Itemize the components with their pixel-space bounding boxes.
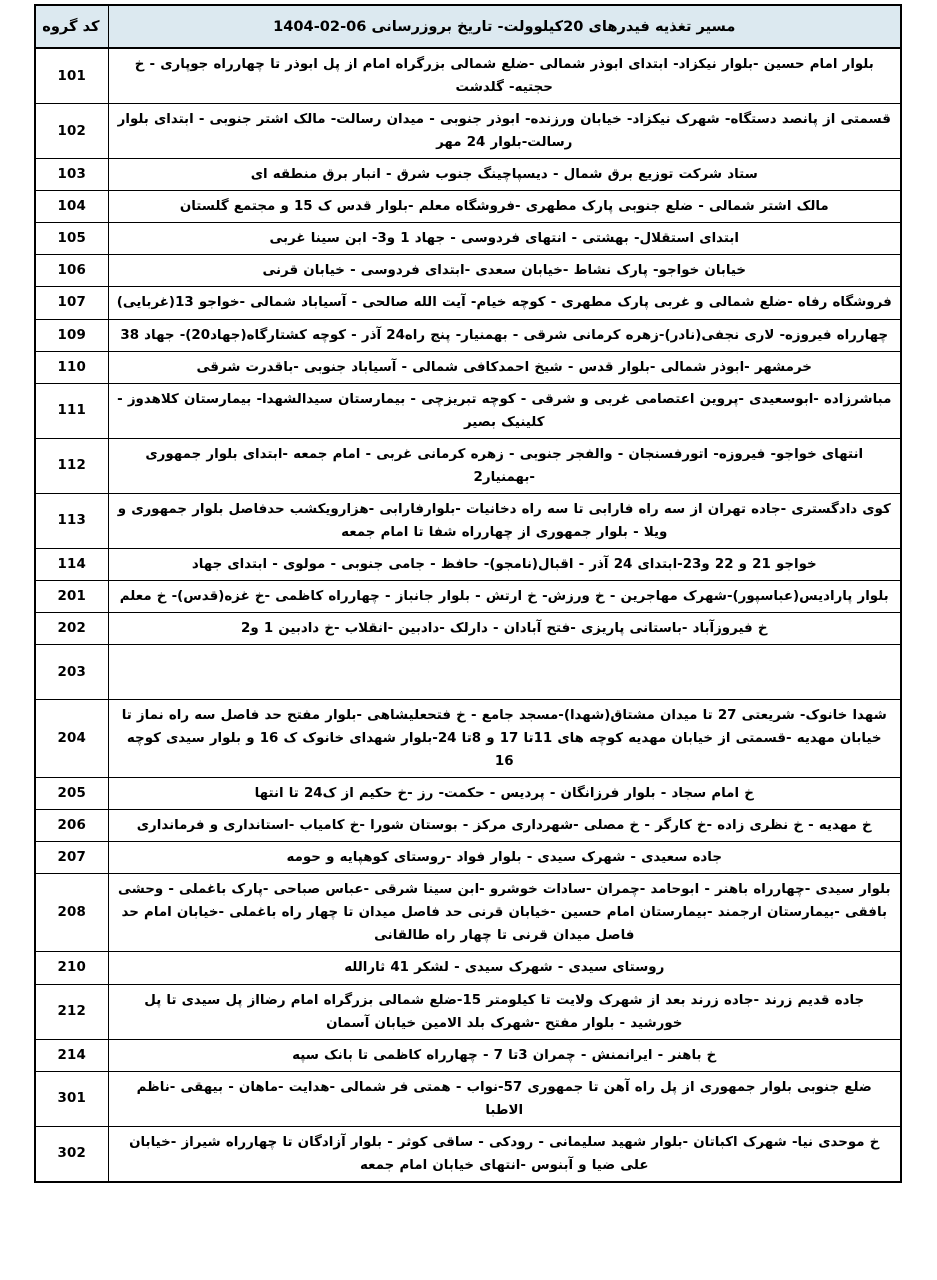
- table-row: [35, 548, 901, 580]
- table-row: [35, 1039, 901, 1071]
- cell-group-code: 301: [35, 1071, 108, 1126]
- cell-route: جاده سعیدی - شهرک سیدی - بلوار فواد -روستای کوهپایه و حومه: [108, 842, 901, 874]
- cell-route: چهارراه فیروزه- لاری نجفی(نادر)-زهره کرمانی شرقی - بهمنیار- پنج راه24 آذر - کوچه کشتارگاه(جهاد20)- جهاد 38: [108, 319, 901, 351]
- cell-route: بلوار سیدی -چهارراه باهنر - ابوحامد -چمران -سادات خوشرو -ابن سینا شرقی -عباس صباحی -پارک باغملی - وحشی بافقی -بیمارستان ارجمند -بیمارستان امام حسین -خیابان قرنی حد فاصل میدان تا چهار راه باغملی -خیابان امام حد فاصل میدان قرنی تا چهار راه طالقانی: [108, 874, 901, 952]
- cell-route: کوی دادگستری -جاده تهران از سه راه فارابی تا سه راه دخانیات -بلوارفارابی -هزارویکشب حدفاصل بلوار جمهوری و ویلا - بلوار جمهوری از چهارراه شفا تا امام جمعه: [108, 493, 901, 548]
- cell-route: فروشگاه رفاه -ضلع شمالی و غربی پارک مطهری - کوچه خیام- آیت الله صالحی - آسیاباد شمالی -خواجو 13(غربایی): [108, 287, 901, 319]
- table-row: [35, 319, 901, 351]
- cell-route: روستای سیدی - شهرک سیدی - لشکر 41 ثارالله: [108, 952, 901, 984]
- table-row: [35, 287, 901, 319]
- cell-group-code: 204: [35, 700, 108, 778]
- cell-route: ستاد شرکت توزیع برق شمال - دیسپاچینگ جنوب شرق - انبار برق منطقه ای: [108, 159, 901, 191]
- cell-group-code: 106: [35, 255, 108, 287]
- table-row: [35, 255, 901, 287]
- cell-route: خرمشهر -ابوذر شمالی -بلوار قدس - شیخ احمدکافی شمالی - آسیاباد جنوبی -باقدرت شرقی: [108, 351, 901, 383]
- table-row: [35, 438, 901, 493]
- table-row: [35, 700, 901, 778]
- cell-route: ابتدای استقلال- بهشتی - انتهای فردوسی - جهاد 1 و3- ابن سینا غربی: [108, 223, 901, 255]
- cell-group-code: 113: [35, 493, 108, 548]
- cell-route: جاده قدیم زرند -جاده زرند بعد از شهرک ولایت تا کیلومتر 15-ضلع شمالی بزرگراه امام رضااز پل سیدی تا پل خورشید - بلوار مفتح -شهرک بلد الامین خیابان آسمان: [108, 984, 901, 1039]
- feeders-table: [34, 4, 902, 1183]
- table-row: [35, 645, 901, 700]
- table-row: [35, 984, 901, 1039]
- cell-group-code: 214: [35, 1039, 108, 1071]
- cell-route: خ مهدیه - خ نظری زاده -خ کارگر - خ مصلی -شهرداری مرکز - بوستان شورا -خ کامیاب -استانداری و فرمانداری: [108, 810, 901, 842]
- cell-group-code: 203: [35, 645, 108, 700]
- cell-route: خیابان خواجو- پارک نشاط -خیابان سعدی -ابتدای فردوسی - خیابان قرنی: [108, 255, 901, 287]
- table-body: [35, 48, 901, 1182]
- cell-route: قسمتی از پانصد دستگاه- شهرک نیکزاد- خیابان ورزنده- ابوذر جنوبی - میدان رسالت- مالک اشتر جنوبی - ابتدای بلوار رسالت-بلوار 24 مهر: [108, 104, 901, 159]
- table-row: [35, 191, 901, 223]
- header-route-column: مسیر تغذیه فیدرهای 20کیلوولت- تاریخ بروزرسانی 06-02-1404: [108, 5, 901, 48]
- table-row: [35, 493, 901, 548]
- cell-route: شهدا خانوک- شریعتی 27 تا میدان مشتاق(شهدا)-مسجد جامع - خ فتحعلیشاهی -بلوار مفتح حد فاصل سه راه نماز تا خیابان مهدیه -قسمتی از خیابان مهدیه کوچه های 11تا 17 و 8تا 24-بلوار شهدای خانوک ک 16 و بلوار سیدی کوچه 16: [108, 700, 901, 778]
- cell-route: انتهای خواجو- فیروزه- اتورفسنجان - والفجر جنوبی - زهره کرمانی غربی - امام جمعه -ابتدای بلوار جمهوری -بهمنیار2: [108, 438, 901, 493]
- cell-route: خ باهنر - ایرانمنش - چمران 3تا 7 - چهارراه کاظمی تا بانک سپه: [108, 1039, 901, 1071]
- cell-group-code: 101: [35, 48, 108, 104]
- table-row: [35, 810, 901, 842]
- feeders-table-container: [36, 4, 902, 1183]
- cell-route: خ فیروزآباد -باستانی پاریزی -فتح آبادان - دارلک -دادبین -انقلاب -خ دادبین 1 و2: [108, 612, 901, 644]
- table-row: [35, 48, 901, 104]
- cell-group-code: 104: [35, 191, 108, 223]
- cell-route: بلوار امام حسین -بلوار نیکزاد- ابتدای ابوذر شمالی -ضلع شمالی بزرگراه امام از پل ابوذر تا چهارراه جوپاری - خ حجتیه- گلدشت: [108, 48, 901, 104]
- table-row: [35, 1126, 901, 1182]
- cell-group-code: 105: [35, 223, 108, 255]
- header-code-column: کد گروه: [35, 5, 108, 48]
- cell-group-code: 102: [35, 104, 108, 159]
- table-row: [35, 104, 901, 159]
- table-header: [35, 5, 901, 48]
- table-row: [35, 874, 901, 952]
- cell-group-code: 112: [35, 438, 108, 493]
- cell-group-code: 210: [35, 952, 108, 984]
- header-row: [35, 5, 901, 48]
- cell-group-code: 205: [35, 778, 108, 810]
- cell-group-code: 202: [35, 612, 108, 644]
- table-row: [35, 580, 901, 612]
- cell-route: مباشرزاده -ابوسعیدی -پروین اعتصامی غربی و شرقی - کوچه تبریزچی - بیمارستان سیدالشهدا- بیمارستان کلاهدوز - کلینیک بصیر: [108, 383, 901, 438]
- cell-group-code: 114: [35, 548, 108, 580]
- cell-group-code: 103: [35, 159, 108, 191]
- cell-group-code: 107: [35, 287, 108, 319]
- cell-group-code: 302: [35, 1126, 108, 1182]
- cell-group-code: 206: [35, 810, 108, 842]
- cell-route: [108, 645, 901, 700]
- cell-route: خواجو 21 و 22 و23-ابتدای 24 آذر - اقبال(نامجو)- حافظ - جامی جنوبی - مولوی - ابتدای جهاد: [108, 548, 901, 580]
- cell-route: مالک اشتر شمالی - ضلع جنوبی پارک مطهری -فروشگاه معلم -بلوار قدس ک 15 و مجتمع گلستان: [108, 191, 901, 223]
- cell-route: بلوار پارادیس(عباسپور)-شهرک مهاجرین - خ ورزش- خ ارتش - بلوار جانباز - چهارراه کاظمی -خ غزه(قدس)- خ معلم: [108, 580, 901, 612]
- cell-group-code: 201: [35, 580, 108, 612]
- table-row: [35, 778, 901, 810]
- table-row: [35, 223, 901, 255]
- table-row: [35, 842, 901, 874]
- table-row: [35, 612, 901, 644]
- cell-group-code: 208: [35, 874, 108, 952]
- cell-group-code: 109: [35, 319, 108, 351]
- table-row: [35, 383, 901, 438]
- table-row: [35, 159, 901, 191]
- cell-route: خ موحدی نیا- شهرک اکباتان -بلوار شهید سلیمانی - رودکی - ساقی کوثر - بلوار آزادگان تا چهارراه شیراز -خیابان علی ضیا و آبنوس -انتهای خیابان امام جمعه: [108, 1126, 901, 1182]
- cell-group-code: 111: [35, 383, 108, 438]
- cell-group-code: 110: [35, 351, 108, 383]
- table-row: [35, 952, 901, 984]
- table-row: [35, 351, 901, 383]
- cell-route: خ امام سجاد - بلوار فرزانگان - پردیس - حکمت- رز -خ حکیم از ک24 تا انتها: [108, 778, 901, 810]
- table-row: [35, 1071, 901, 1126]
- cell-group-code: 207: [35, 842, 108, 874]
- cell-route: ضلع جنوبی بلوار جمهوری از پل راه آهن تا جمهوری 57-نواب - همتی فر شمالی -هدایت -ماهان - بیهقی -ناظم الاطبا: [108, 1071, 901, 1126]
- cell-group-code: 212: [35, 984, 108, 1039]
